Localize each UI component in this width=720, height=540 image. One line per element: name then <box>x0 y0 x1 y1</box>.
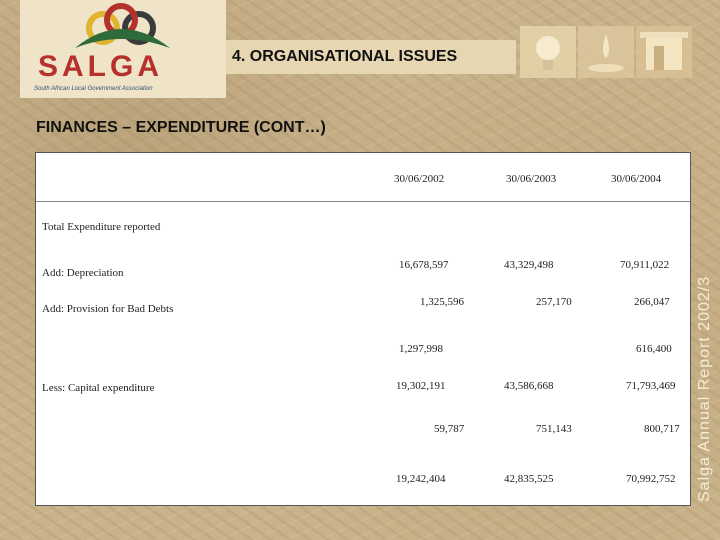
table-cell: 59,787 <box>434 423 465 435</box>
logo-wordmark: SALGA <box>38 50 163 83</box>
table-cell: 70,992,752 <box>626 473 676 485</box>
row-label-depreciation: Add: Depreciation <box>42 267 124 279</box>
table-cell: 1,325,596 <box>420 296 464 308</box>
side-report-label: Salga Annual Report 2002/3 <box>696 275 713 502</box>
table-cell: 266,047 <box>634 296 670 308</box>
salga-logo <box>20 0 226 98</box>
column-header-2004: 30/06/2004 <box>611 173 662 185</box>
table-cell: 19,302,191 <box>396 380 446 392</box>
column-header-2002: 30/06/2002 <box>394 173 445 185</box>
row-label-bad-debts: Add: Provision for Bad Debts <box>42 303 174 315</box>
column-header-2003: 30/06/2003 <box>506 173 557 185</box>
table-cell: 1,297,998 <box>399 343 443 355</box>
table-cell: 42,835,525 <box>504 473 554 485</box>
table-cell: 16,678,597 <box>399 259 449 271</box>
table-cell: 43,329,498 <box>504 259 554 271</box>
row-label-capital-expenditure: Less: Capital expenditure <box>42 382 155 394</box>
table-cell: 19,242,404 <box>396 473 446 485</box>
expenditure-table <box>35 152 691 506</box>
lightbulb-icon <box>536 36 560 60</box>
page-title: 4. ORGANISATIONAL ISSUES <box>232 48 458 65</box>
table-divider <box>36 201 690 202</box>
logo-subtext: South African Local Government Association <box>34 86 153 92</box>
table-cell: 71,793,469 <box>626 380 676 392</box>
section-subtitle: FINANCES – EXPENDITURE (CONT…) <box>36 119 326 136</box>
header-image-strip <box>520 18 692 82</box>
table-cell: 70,911,022 <box>620 259 670 271</box>
table-cell: 257,170 <box>536 296 572 308</box>
row-label-total-expenditure: Total Expenditure reported <box>42 221 161 233</box>
table-cell: 751,143 <box>536 423 572 435</box>
table-cell: 43,586,668 <box>504 380 554 392</box>
table-cell: 616,400 <box>636 343 672 355</box>
table-cell: 800,717 <box>644 423 680 435</box>
